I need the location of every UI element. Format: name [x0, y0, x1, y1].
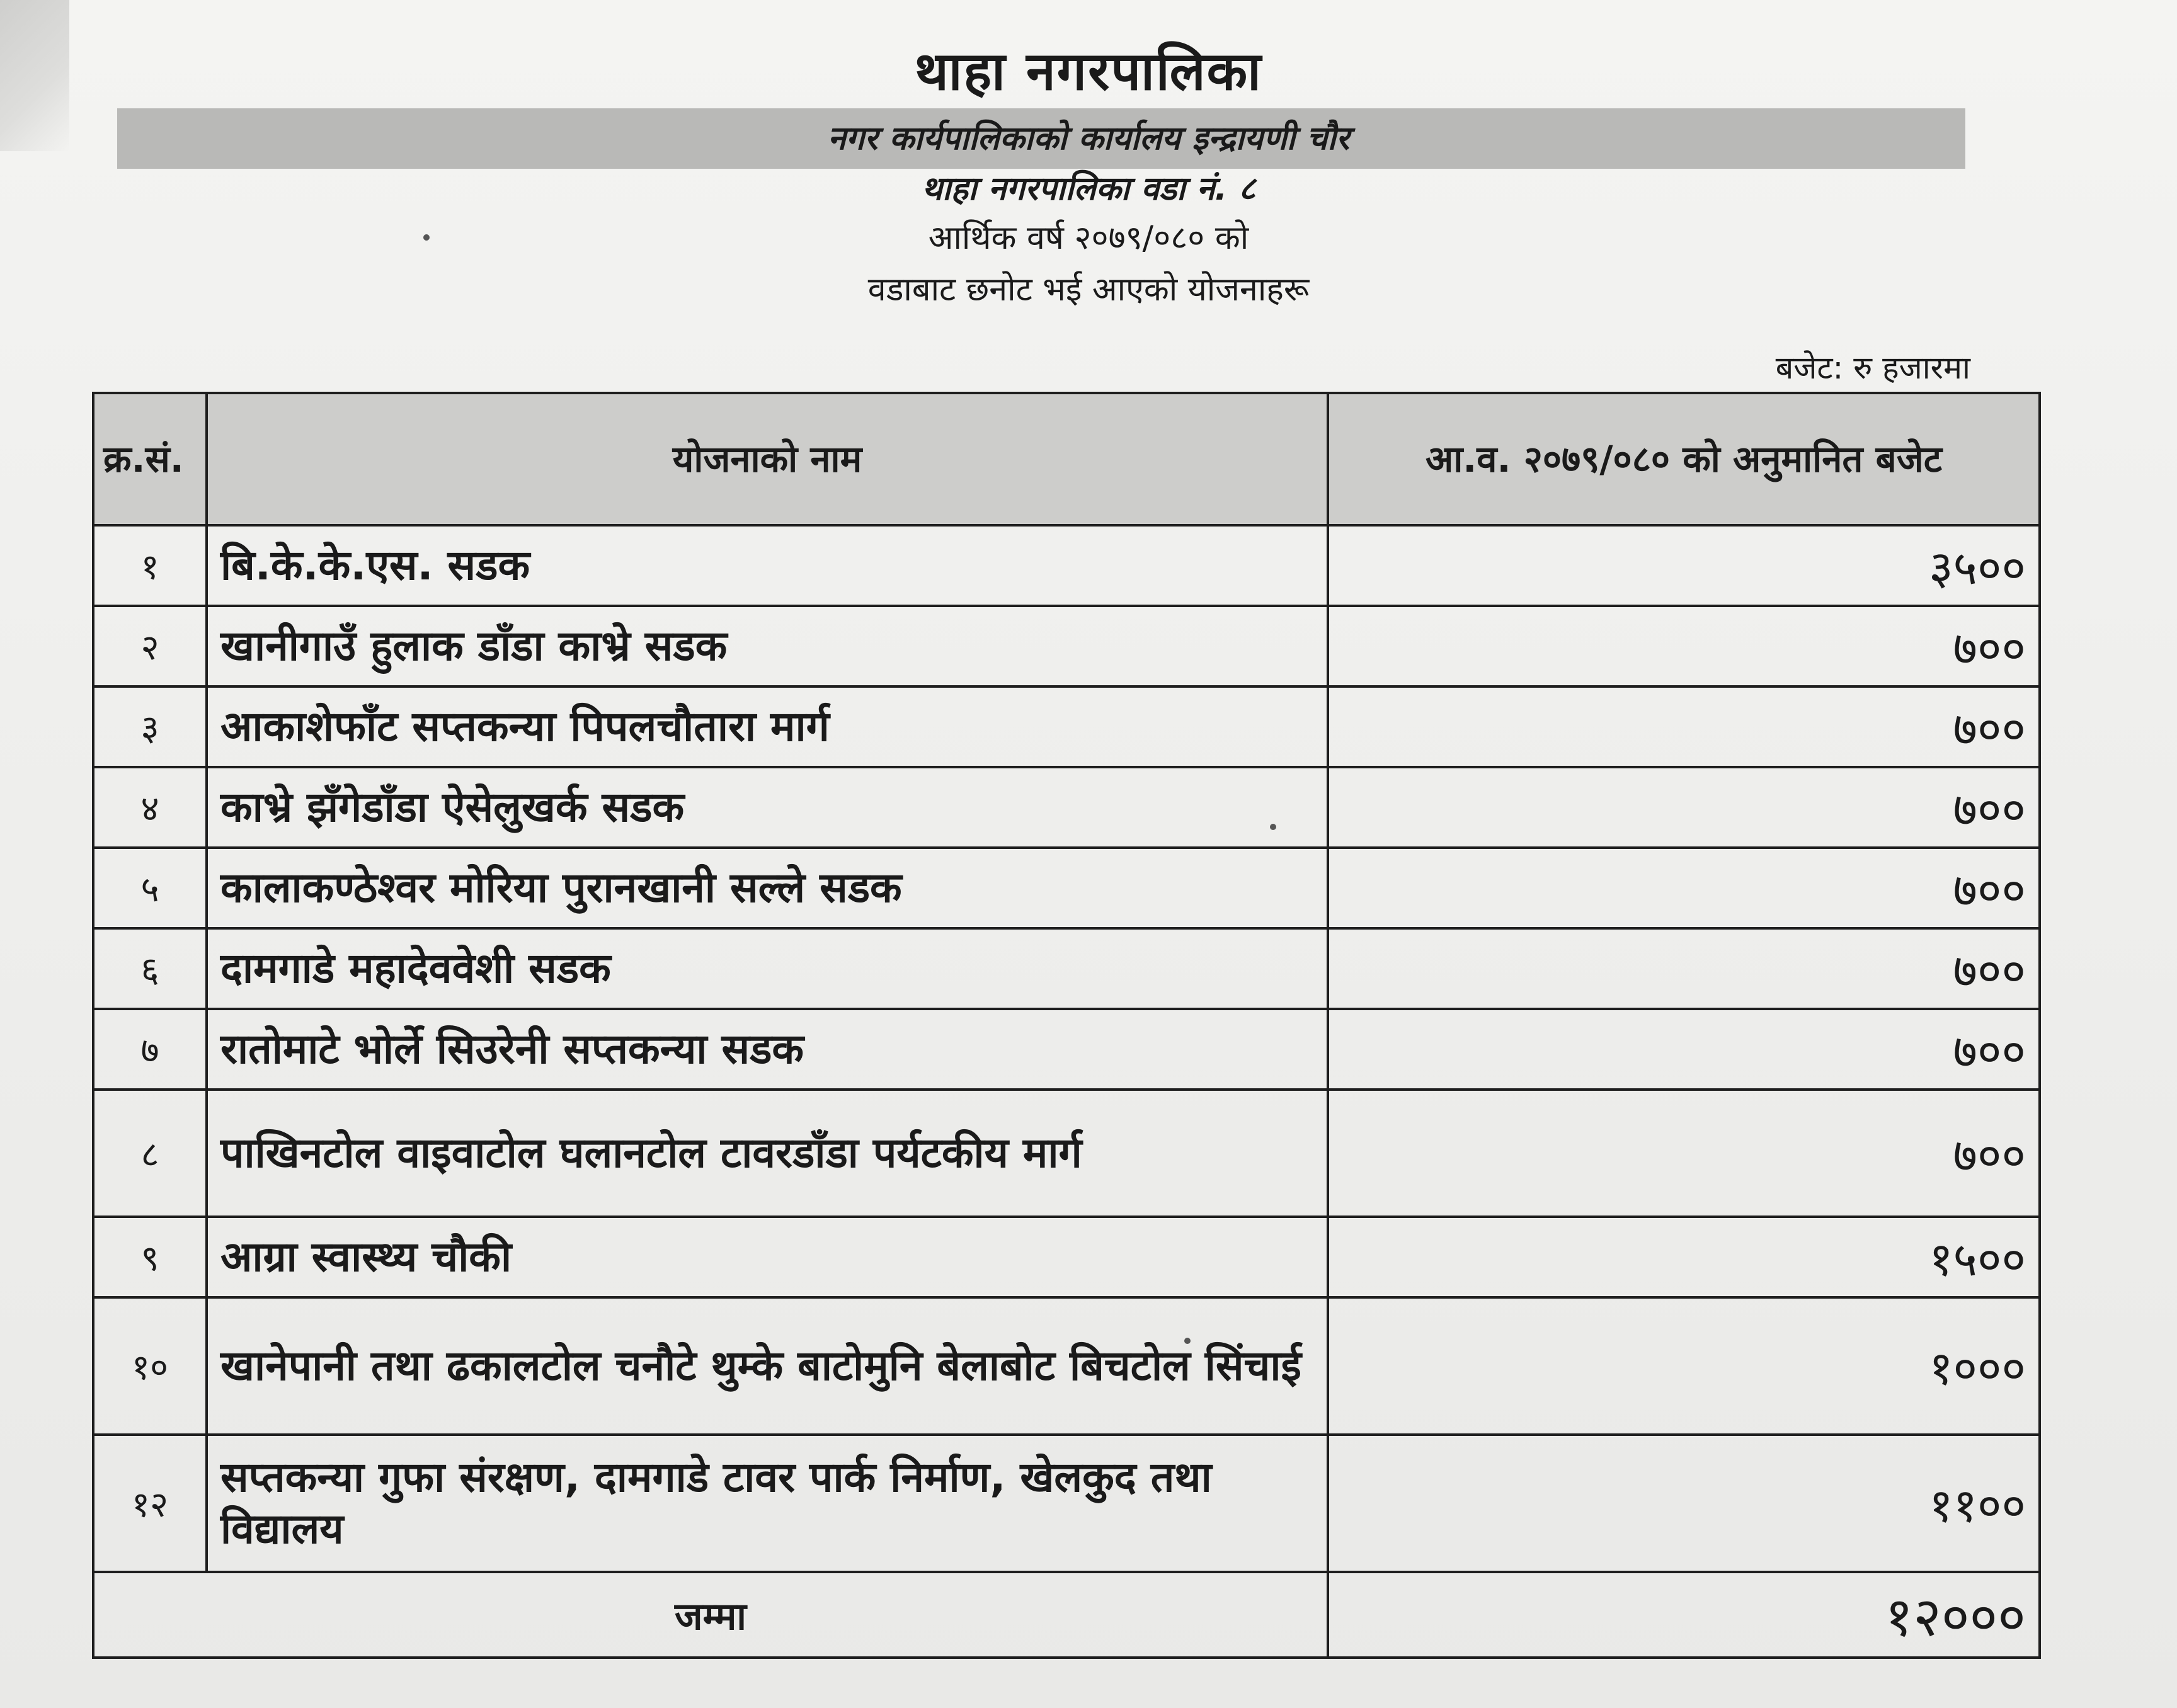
row-budget: ७००: [1328, 1009, 2040, 1090]
document-subtitle: वडाबाट छनोट भई आएको योजनाहरू: [867, 271, 1310, 309]
row-budget: ७००: [1328, 686, 2040, 767]
column-header-sn: क्र.सं.: [93, 393, 207, 525]
row-plan-name: खानेपानी तथा ढकालटोल चनौटे थुम्के बाटोमुनि बेलाबोट बिचटोल सिंचाई: [207, 1297, 1328, 1435]
table-header-row: [93, 393, 2040, 525]
row-budget: ७००: [1328, 928, 2040, 1009]
row-serial: १२: [93, 1435, 207, 1572]
table-row: [93, 767, 2040, 848]
row-plan-name: कालाकण्ठेश्वर मोरिया पुरानखानी सल्ले सडक: [207, 848, 1328, 928]
row-budget: ७००: [1328, 848, 2040, 928]
row-budget: ३५००: [1328, 525, 2040, 606]
row-plan-name: रातोमाटे भोर्ले सिउरेनी सप्तकन्या सडक: [207, 1009, 1328, 1090]
row-serial: ८: [93, 1090, 207, 1217]
row-budget: ७००: [1328, 1090, 2040, 1217]
row-serial: ५: [93, 848, 207, 928]
row-serial: ६: [93, 928, 207, 1009]
table-row: [93, 1435, 2040, 1572]
table-row: [93, 928, 2040, 1009]
row-plan-name: खानीगाउँ हुलाक डाँडा काभ्रे सडक: [207, 606, 1328, 686]
row-serial: १०: [93, 1297, 207, 1435]
table-row: [93, 848, 2040, 928]
total-amount: १२०००: [1328, 1572, 2040, 1658]
row-plan-name: काभ्रे झँगेडाँडा ऐसेलुखर्क सडक: [207, 767, 1328, 848]
row-plan-name: बि.के.के.एस. सडक: [207, 525, 1328, 606]
plans-table: [92, 392, 2041, 1659]
row-plan-name: दामगाडे महादेववेशी सडक: [207, 928, 1328, 1009]
municipality-title: थाहा नगरपालिका: [915, 40, 1262, 102]
row-budget: ७००: [1328, 606, 2040, 686]
row-serial: १: [93, 525, 207, 606]
column-header-name: योजनाको नाम: [207, 393, 1328, 525]
budget-unit-note: बजेट: रु हजारमा: [1775, 350, 1970, 386]
row-serial: २: [93, 606, 207, 686]
row-budget: १०००: [1328, 1297, 2040, 1435]
speck-mark: [423, 234, 430, 241]
row-serial: ७: [93, 1009, 207, 1090]
row-serial: ३: [93, 686, 207, 767]
table-row: [93, 686, 2040, 767]
row-serial: ९: [93, 1217, 207, 1297]
table-row: [93, 1009, 2040, 1090]
table-row: [93, 525, 2040, 606]
row-plan-name: आग्रा स्वास्थ्य चौकी: [207, 1217, 1328, 1297]
row-plan-name: आकाशेफाँट सप्तकन्या पिपलचौतारा मार्ग: [207, 686, 1328, 767]
column-header-budget: आ.व. २०७९/०८० को अनुमानित बजेट: [1328, 393, 2040, 525]
table-row: [93, 1297, 2040, 1435]
row-budget: ११००: [1328, 1435, 2040, 1572]
table-row: [93, 1090, 2040, 1217]
row-budget: ७००: [1328, 767, 2040, 848]
row-budget: १५००: [1328, 1217, 2040, 1297]
table-row: [93, 606, 2040, 686]
ward-name: थाहा नगरपालिका वडा नं. ८: [921, 170, 1256, 208]
total-row: [93, 1572, 2040, 1658]
fiscal-year: आर्थिक वर्ष २०७९/०८० को: [928, 219, 1249, 257]
row-plan-name: पाखिनटोल वाइवाटोल घलानटोल टावरडाँडा पर्यटकीय मार्ग: [207, 1090, 1328, 1217]
office-name: नगर कार्यपालिकाको कार्यालय इन्द्रायणी चौर: [827, 120, 1350, 157]
total-label: जम्मा: [93, 1572, 1328, 1658]
row-plan-name: सप्तकन्या गुफा संरक्षण, दामगाडे टावर पार्क निर्माण, खेलकुद तथा विद्यालय: [207, 1435, 1328, 1572]
row-serial: ४: [93, 767, 207, 848]
table-row: [93, 1217, 2040, 1297]
